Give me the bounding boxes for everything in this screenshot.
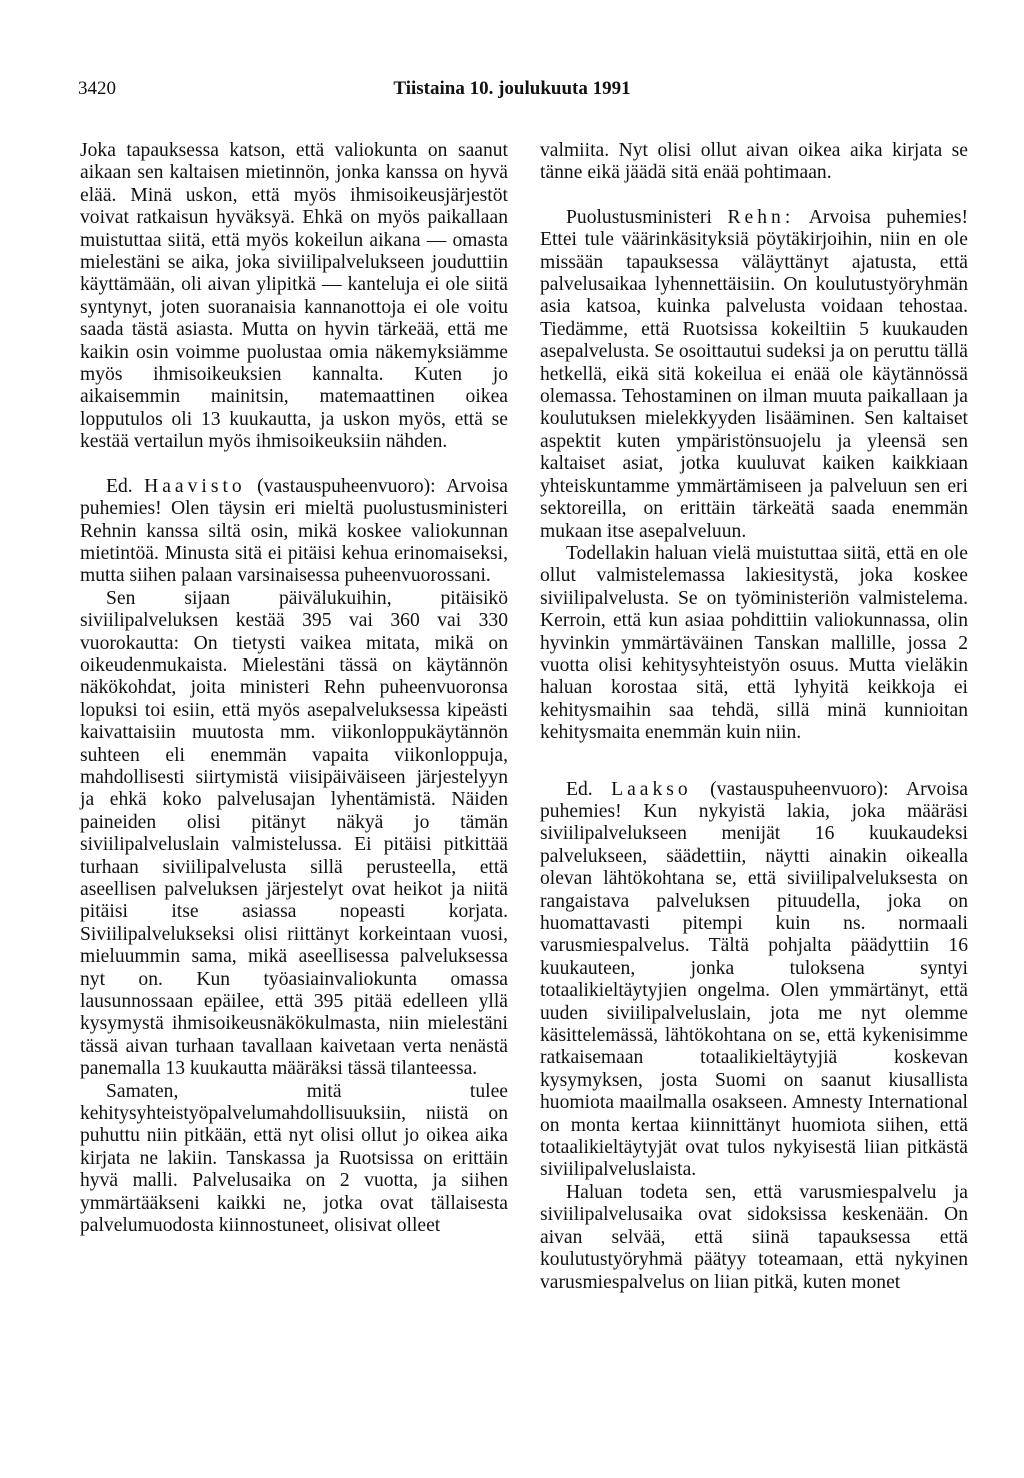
paragraph: Joka tapauksessa katson, että valiokunta on saanut aikaan sen kaltaisen mietinnön, jonka kanssa on hyvä elää. Minä uskon, että myös ihmisoikeusjärjestöt voivat ratkaisun hyväksyä. Ehkä on myös paikallaan muistuttaa siitä, että myös kokeilun aikana — omasta mielestäni se aika, joka siviilipalvelukseen jouduttiin käyttämään, oli aivan ylipitkä — kanteluja ei ole siitä syntynyt, joten suoranaisia kannanottoja ei ole voitu saada tästä asiasta. Mutta on hyvin tärkeää, että me kaikin osin voimme puolustaa omia näkemyksiämme myös ihmisoikeuksien kannalta. Kuten jo aikaisemmin mainitsin, matemaattinen oikea lopputulos oli 13 kuukautta, ja uskon myös, että se kestää vertailun myös ihmisoikeuksiin nähden. (80, 140, 508, 453)
paragraph: Sen sijaan päivälukuihin, pitäisikö siviilipalveluksen kestää 395 vai 360 vai 330 vuorokautta: On tietysti vaikea mitata, mikä on oikeudenmukaista. Mielestäni tässä on käytännön näkökohdat, joita ministeri Rehn puheenvuoronsa lopuksi toi esiin, että myös asepalveluksessa kipeästi kaivattaisiin muutosta mm. viikonloppukäytännön suhteen eli enemmän vapaita viikonloppuja, mahdollisesti siirtymistä viisipäiväiseen järjestelyyn ja ehkä koko palvelusajan lyhentämistä. Näiden paineiden olisi pitänyt näkyä jo tämän siviilipalveluslain valmistelussa. Ei pitäisi pitkittää turhaan siviilipalvelusta sillä perusteella, että aseellisen palveluksen järjestelyt ovat heikot ja niitä pitäisi itse asiassa nopeasti korjata. Siviilipalvelukseksi olisi riittänyt korkeintaan vuosi, mieluummin sama, mikä aseellisessa palveluksessa nyt on. Kun työasiainvaliokunta omassa lausunnossaan epäilee, että 395 pitää edelleen yllä kysymystä ihmisoikeusnäkökulmasta, niin mielestäni tässä aivan turhaan tavallaan kaivetaan verta nenästä panemalla 13 kuukautta määräksi tässä tilanteessa. (80, 587, 508, 1080)
speech-text: Arvoisa puhemies! Ettei tule väärinkäsityksiä pöytäkirjoihin, niin en ole missään tapauksessa väläyttänyt ajatusta, että palvelusaikaa lyhennettäisiin. On koulutustyöryhmän asia katsoa, kuinka palvelusta voidaan tehostaa. Tiedämme, että Ruotsissa kokeiltiin 5 kuukauden asepalvelusta. Se osoittautui sudeksi ja on peruttu tällä hetkellä, eikä sitä kokeilua ei enää ole käytännössä olemassa. Tehostaminen on ilman muuta paikallaan ja koulutuksen mielekkyyden lisääminen. Sen kaltaiset aspektit kuten ympäristönsuojelu ja yleensä sen kaltaiset asiat, jotka kuuluvat kaiken kaikkiaan yhteiskuntamme ymmärtämiseen ja palveluun sen eri sektoreilla, on erittäin tärkeätä saada enemmän mukaan itse asepalveluun. (540, 206, 968, 542)
speaker-prefix: Ed. (106, 475, 133, 497)
speaker-role: (vastauspuheenvuoro): (710, 778, 889, 800)
paragraph: Samaten, mitä tulee kehitysyhteistyöpalvelumahdollisuuksiin, niistä on puhuttu niin pitkään, että nyt olisi ollut jo oikea aika kirjata ne lakiin. Tanskassa ja Ruotsissa on erittäin hyvä malli. Palvelusaika on 2 vuotta, ja siihen ymmärtääkseni kaikki ne, jotka ovat tällaisesta palvelumuodosta kiinnostuneet, olisivat olleet (80, 1080, 508, 1237)
speaker-prefix: Puolustusministeri (566, 206, 712, 228)
speaker-prefix: Ed. (566, 778, 593, 800)
page-number: 3420 (78, 78, 116, 99)
speech-text: Arvoisa puhemies! Olen täysin eri mieltä puolustusministeri Rehnin kanssa siltä osin, mikä koskee valiokunnan mietintöä. Minusta sitä ei pitäisi kehua erinomaiseksi, mutta siihen palaan varsinaisessa puheenvuorossani. (80, 475, 508, 587)
speaker-name: Haavisto (144, 475, 246, 497)
speech-rehn (540, 207, 968, 543)
speaker-name: Laakso (611, 778, 692, 800)
speech-laakso (540, 779, 968, 1182)
speaker-role: (vastauspuheenvuoro): (257, 475, 436, 497)
paragraph: valmiita. Nyt olisi ollut aivan oikea aika kirjata se tänne eikä jäädä sitä enää pohtimaan. (540, 140, 968, 184)
speech-text: Arvoisa puhemies! Kun nykyistä lakia, joka määräsi siviilipalvelukseen menijät 16 kuukaudeksi palvelukseen, säädettiin, näytti ainakin oikealla olevan lähtökohtana se, että siviilipalveluksesta on rangaistava palveluksen pituudella, joka on huomattavasti pitempi kuin ns. normaali varusmiespalvelus. Tältä pohjalta päädyttiin 16 kuukauteen, jonka tuloksena syntyi totaalikieltäytyjien ongelma. Olen ymmärtänyt, että uuden siviilipalveluslain, jota me nyt olemme käsittelemässä, lähtökohtana on se, että kykenisimme ratkaisemaan totaalikieltäytyjiä koskevan kysymyksen, josta Suomi on saanut kiusallista huomiota maailmalla osakseen. Amnesty International on monta kertaa kiinnittänyt huomiota siihen, että totaalikieltäytyjät ovat tulos nykyisestä liian pitkästä siviilipalveluslaista. (540, 778, 968, 1181)
running-head: Tiistaina 10. joulukuuta 1991 (393, 78, 631, 99)
speaker-name: Rehn: (727, 206, 795, 228)
paragraph: Haluan todeta sen, että varusmiespalvelu ja siviilipalvelusaika ovat sidoksissa keskenään. On aivan selvää, että siinä tapauksessa että koulutustyöryhmä päätyy toteamaan, että nykyinen varusmiespalvelus on liian pitkä, kuten monet (540, 1181, 968, 1293)
speech-haavisto (80, 476, 508, 588)
right-column (540, 140, 968, 1294)
paragraph: Todellakin haluan vielä muistuttaa siitä, että en ole ollut valmistelemassa lakiesitystä, joka koskee siviilipalvelusta. Se on työministeriön valmistelema. Kerroin, että kun asiaa pohdittiin valiokunnassa, olin hyvinkin ymmärtäväinen Tanskan mallille, jossa 2 vuotta olisi kehitysyhteistyön osuus. Mutta vieläkin haluan korostaa sitä, että lyhyitä keikkoja ei kehitysmaihin saa tehdä, sillä minä kunnioitan kehitysmaita enemmän kuin niin. (540, 542, 968, 744)
left-column (80, 140, 508, 1238)
